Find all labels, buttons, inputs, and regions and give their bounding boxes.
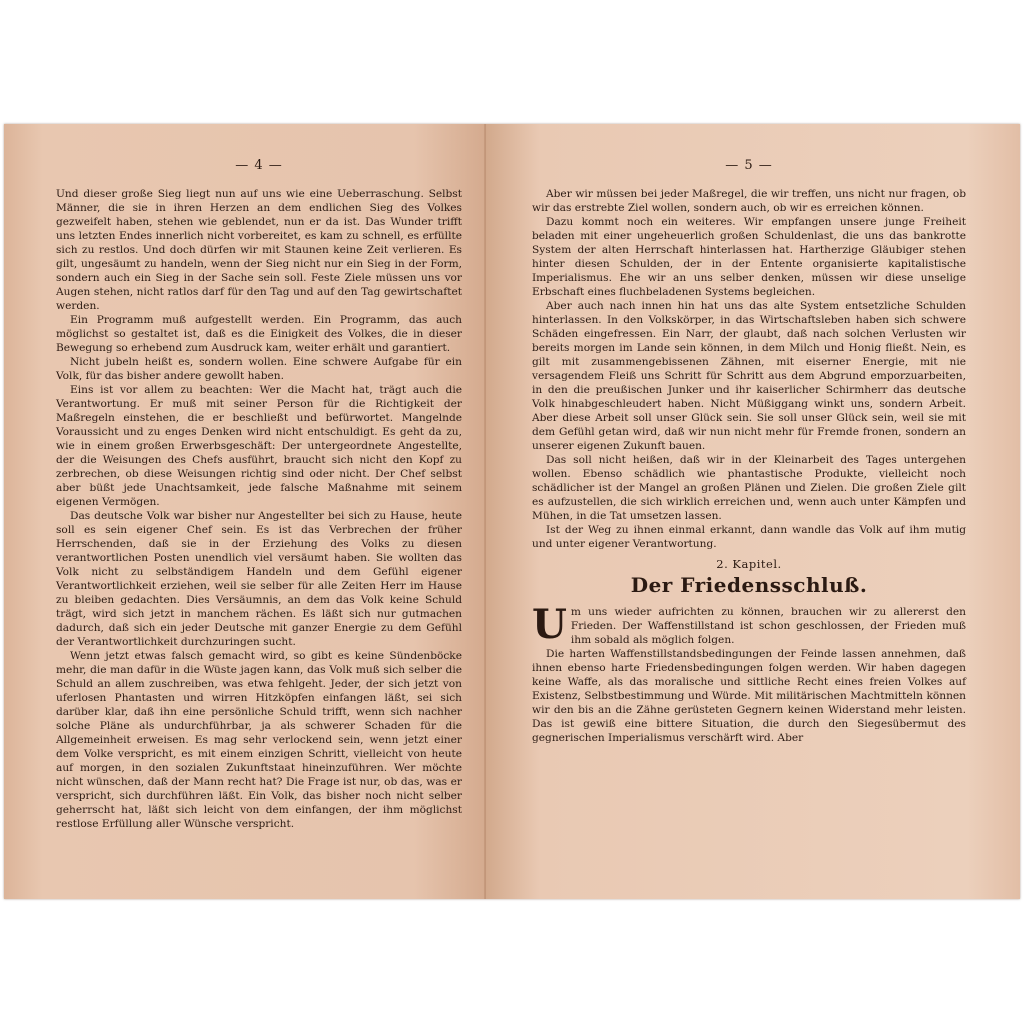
page-number: — 4 — [235,158,283,173]
paragraph: Ist der Weg zu ihnen einmal erkannt, dann wandle das Volk auf ihm mutig und unter eigener Verantwortung. [532,524,966,550]
chapter-title: Der Friedensschluß. [630,573,868,597]
left-page [4,124,486,899]
paragraph: Nicht jubeln heißt es, sondern wollen. Eine schwere Aufgabe für ein Volk, für das bisher andere gewollt haben. [56,356,462,382]
drop-cap: U [532,601,567,648]
paragraph: Wenn jetzt etwas falsch gemacht wird, so gibt es keine Sündenböcke mehr, die man dafür in die Wüste jagen kann, das Volk muß sich selber die Schuld an allem zuschreiben, was etwa fehlgeht. Jeder, der sich jetzt von uferlosen Phantasten und wirren Hitzköpfen einfangen läßt, sei sich darüber klar, daß ihn eine persönliche Schuld trifft, wenn sich nachher solche Pläne als undurchführbar, ja als schwerer Schaden für die Allgemeinheit erweisen. Es mag sehr verlockend sein, wenn jetzt einer dem Volke verspricht, es mit einem einzigen Schritt, vielleicht von heute auf morgen, in den sozialen Zukunftstaat hineinzuführen. Wer möchte nicht wünschen, daß der Mann recht hat? Die Frage ist nur, ob das, was er verspricht, sich durchführen läßt. Ein Volk, das bisher noch nicht selber geherrscht hat, läßt sich leicht von dem einfangen, der ihm möglichst restlose Erfüllung aller Wünsche verspricht. [56,650,462,830]
paragraph: Eins ist vor allem zu beachten: Wer die Macht hat, trägt auch die Verantwortung. Er muß mit seiner Person für die Richtigkeit der Maßregeln einstehen, die er beschließt und befürwortet. Mangelnde Voraussicht und zu enges Denken wird nicht entschuldigt. Es geht da zu, wie in einem großen Erwerbsgeschäft: Der untergeordnete Angestellte, der die Weisungen des Chefs ausführt, braucht sich nicht den Kopf zu zerbrechen, ob diese Weisungen richtig sind oder nicht. Der Chef selbst aber büßt jede Unachtsamkeit, jede falsche Maßnahme mit seinem eigenen Vermögen. [56,384,462,508]
paragraph-text: m uns wieder aufrichten zu können, brauchen wir zu allererst den Frieden. Der Waffenstillstand ist schon geschlossen, der Frieden muß ihm sobald als möglich folgen. [570,606,966,646]
book-spread [4,124,1020,899]
paragraph: Die harten Waffenstillstandsbedingungen der Feinde lassen annehmen, daß ihnen ebenso harte Friedensbedingungen folgen werden. Wir haben dagegen keine Waffe, als das moralische und sittliche Recht eines freien Volkes auf Existenz, Selbstbestimmung und Würde. Mit militärischen Machtmitteln können wir den bis an die Zähne gerüsteten Gegnern keinen Widerstand mehr leisten. Das ist gewiß eine bittere Situation, die durch den Siegesübermut des gegnerischen Imperialismus verschärft wird. Aber [532,648,966,744]
paragraph: Aber auch nach innen hin hat uns das alte System entsetzliche Schulden hinterlassen. In den Volkskörper, in das Wirtschaftsleben haben sich schwere Schäden eingefressen. Ein Narr, der glaubt, daß nach solchen Verlusten wir bereits morgen im Lande sein können, in dem Milch und Honig fließt. Nein, es gilt mit zusammengebissenen Zähnen, mit eiserner Energie, mit nie versagendem Fleiß uns Schritt für Schritt aus dem Abgrund emporzuarbeiten, in den die preußischen Junker und ihr kaiserlicher Schirmherr das deutsche Volk hinabgeschleudert haben. Nicht Müßiggang winkt uns, sondern Arbeit. Aber diese Arbeit soll unser Glück sein. Sie soll unser Glück sein, weil sie mit dem Gefühl getan wird, daß wir nun nicht mehr für Fremde fronen, sondern an unserer eigenen Zukunft bauen. [532,300,966,452]
paragraph: Ein Programm muß aufgestellt werden. Ein Programm, das auch möglichst so gestaltet ist, daß es die Einigkeit des Volkes, die in dieser Bewegung so erhebend zum Ausdruck kam, weiter erhält und garantiert. [56,314,462,354]
page-number: — 5 — [725,158,773,173]
page-body [56,187,462,831]
chapter-number: 2. Kapitel. [716,557,782,571]
paragraph: Und dieser große Sieg liegt nun auf uns wie eine Ueberraschung. Selbst Männer, die sie in ihren Herzen an dem endlichen Sieg des Volkes gezweifelt haben, stehen wie geblendet, nun er da ist. Das Wunder trifft uns letzten Endes innerlich nicht vorbereitet, es kam zu schnell, es erfüllte sich zu restlos. Und doch dürfen wir mit Staunen keine Zeit verlieren. Es gilt, ungesäumt zu handeln, wenn der Sieg nicht nur ein Sieg in der Form, sondern auch ein Sieg in der Sache sein soll. Feste Ziele müssen uns vor Augen stehen, nicht ratlos darf für den Tag und auf den Tag gewirtschaftet werden. [56,188,462,312]
chapter-first-paragraph [532,601,966,648]
page-body [532,187,966,745]
paragraph: Das deutsche Volk war bisher nur Angestellter bei sich zu Hause, heute soll es sein eigener Chef sein. Es ist das Verbrechen der früher Herrschenden, daß sie in der Erziehung des Volks zu diesen verantwortlichen Posten unendlich viel versäumt haben. Sie wollten das Volk nicht zu selbständigem Handeln und dem Gefühl eigener Verantwortlichkeit erziehen, weil sie selber für alle Zeiten Herr im Hause zu bleiben gedachten. Dies Versäumnis, an dem das Volk keine Schuld trägt, wird sich jetzt in manchem rächen. Es läßt sich nur gutmachen dadurch, daß sich ein jeder Deutsche mit ganzer Energie zu dem Gefühl der Verantwortlichkeit durchzuringen sucht. [56,510,462,648]
right-page [486,124,1020,899]
paragraph: Dazu kommt noch ein weiteres. Wir empfangen unsere junge Freiheit beladen mit einer ungeheuerlich großen Schuldenlast, die uns das bankrotte System der alten Herrschaft hinterlassen hat. Hartherzige Gläubiger stehen hinter diesen Schulden, der in der Entente organisierte kapitalistische Imperialismus. Ehe wir an uns selber denken, müssen wir diese unselige Erbschaft eines fluchbeladenen Systems begleichen. [532,216,966,298]
paragraph: Das soll nicht heißen, daß wir in der Kleinarbeit des Tages untergehen wollen. Ebenso schädlich wie phantastische Produkte, vielleicht noch schädlicher ist der Mangel an großen Plänen und Zielen. Die großen Ziele gilt es aufzustellen, die sich wirklich erreichen und, wenn auch unter Kämpfen und Mühen, in die Tat umsetzen lassen. [532,454,966,522]
paragraph: Aber wir müssen bei jeder Maßregel, die wir treffen, uns nicht nur fragen, ob wir das erstrebte Ziel wollen, sondern auch, ob wir es erreichen können. [532,188,966,214]
